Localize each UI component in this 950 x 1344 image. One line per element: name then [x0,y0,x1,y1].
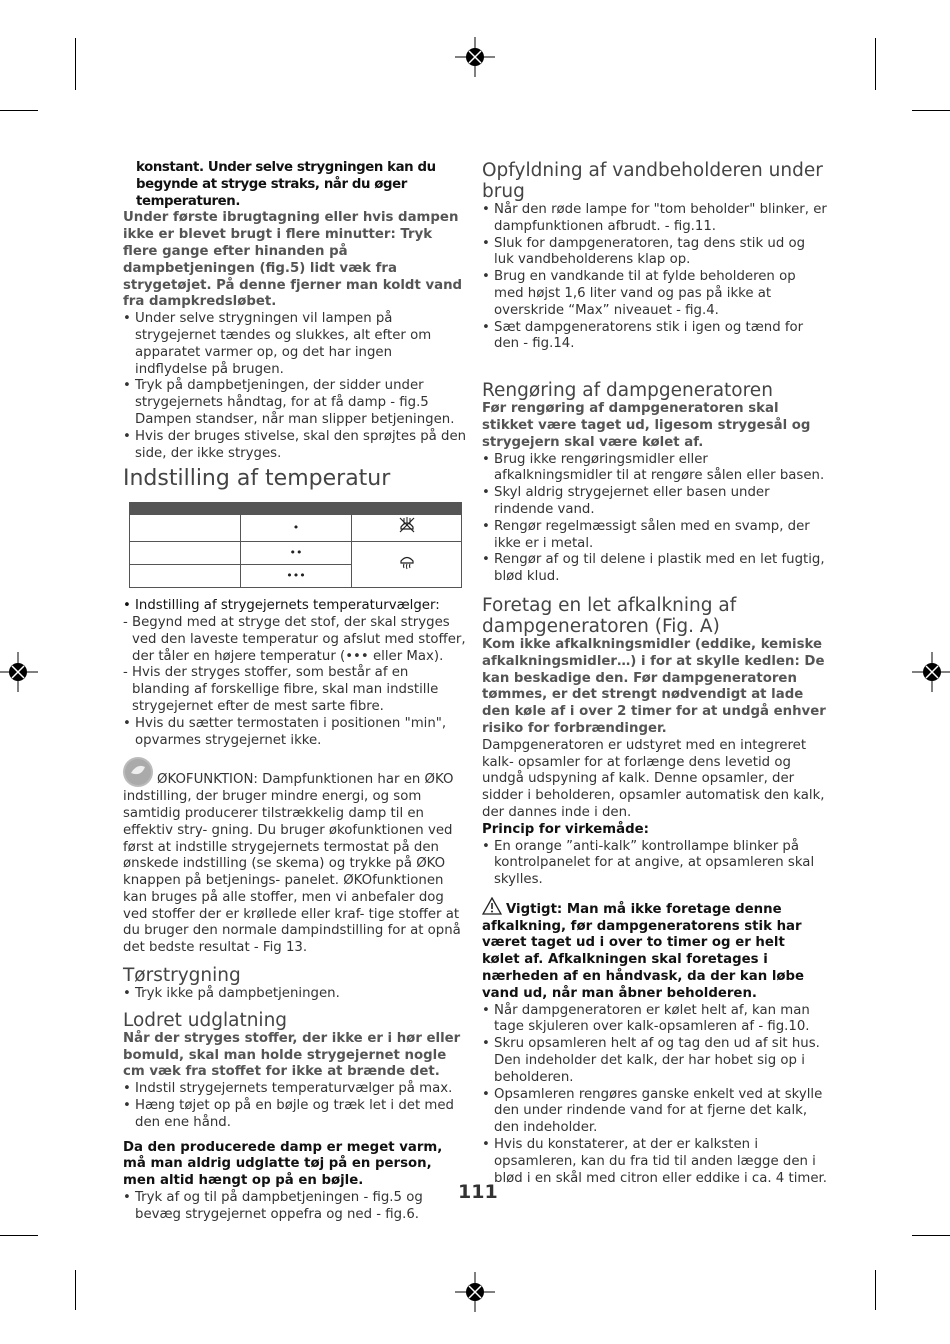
usage-bullets [123,311,468,462]
crop-mark [912,110,950,111]
list-item: • Hvis du sætter termostaten i positionen "min", opvarmes strygejernet ikke. [123,716,468,750]
eco-paragraph [123,757,468,957]
list-item: - Begynd med at stryge det stof, der skal stryges ved den laveste temperatur og afslut med stoffer, der tåler en højere temperatur (••• eller Max). [123,615,468,665]
table-cell [130,542,241,565]
registration-mark-icon [0,652,38,692]
list-item: • Skru opsamleren helt af og tag den ud af sit hus. Den indeholder det kalk, der har hobet sig op i beholderen. [482,1036,827,1086]
list-item: • Hæng tøjet op på en bøjle og træk let i det med den ene hånd. [123,1098,468,1132]
dry-ironing-heading: Tørstrygning [123,965,241,987]
list-item: • Skyl aldrig strygejernet eller basen under rindende vand. [482,485,827,519]
thermostat-list [123,716,468,750]
dot-cell: •• [241,542,352,565]
refill-heading: Opfyldning af vandbeholderen under brug [482,160,823,202]
descaling-heading: Foretag en let afkalkning af dampgeneratoren (Fig. A) [482,594,737,637]
dry-ironing-list [123,986,468,1003]
table-cell [352,515,462,542]
list-item: • Rengør af og til delene i plastik med en let fugtig, blød klud. [482,552,827,586]
list-item: • Under selve strygningen vil lampen på strygejernet tændes og slukkes, alt efter om apparatet varmer op, og det har ingen indflydelse på brugen. [123,311,468,378]
list-item: • Indstil strygejernets temperaturvælger på max. [123,1081,468,1098]
descaling-list [482,1003,827,1188]
descaling-bold-paragraph: Kom ikke afkalkningsmidler (eddike, kemiske afkalkningsmidler…) i for at skylle kedlen: De kan beskadige den. Før dampgeneratoren tømmes, er det strengt nødvendigt at lade den køle af i over 2 timer for at undgå enhver risiko for forbrændinger. [482,636,826,736]
list-item: • Når dampgeneratoren er kølet helt af, kan man tage skjuleren over kalk-opsamleren af - fig.10. [482,1003,827,1037]
registration-mark-icon [455,1272,495,1312]
principle-label: Princip for virkemåde: [482,821,649,837]
eco-icon [123,757,153,787]
crop-mark [912,1235,950,1236]
intro-continuation: konstant. Under selve strygningen kan du begynde at stryge straks, når du øger temperaturen. [136,160,436,209]
crop-mark [0,110,38,111]
list-item: - Hvis der stryges stoffer, som består af en blanding af forskellige fibre, skal man indstille strygejernet efter de mest sarte fibre. [123,665,468,715]
cleaning-heading: Rengøring af dampgeneratoren [482,380,773,402]
eco-text: ØKOFUNKTION: Dampfunktionen har en ØKO indstilling, der bruger mindre energi, og som samtidig producerer tilstrækkelig damp til en effektiv stry- gning. Du bruger økofunktionen ved først at indstille strygejernets termostat på den ønskede indstilling (se skema) og trykke på ØKO knappen på betjenings- panelet. ØKOfunktionen kan bruges på alle stoffer, men vi anbefaler dog ved stoffer der er krøllede eller kraf- tige stoffer at du bruger den normale dampindstilling for at opnå det bedste resultat - Fig 13. [123,772,461,956]
list-item: • Rengør regelmæssigt sålen med en svamp, der ikke er i metal. [482,519,827,553]
page-number: 111 [458,1181,498,1203]
list-item: • Sæt dampgeneratorens stik i igen og tænd for den - fig.14. [482,320,827,354]
refill-list [482,202,827,353]
warning-icon [482,897,502,915]
table-cell [130,515,241,542]
list-item: • Tryk på dampbetjeningen, der sidder under strygejernets håndtag, for at få damp - fig.5 Dampen standser, når man slipper betjeningen. [123,378,468,428]
warning-paragraph [482,897,827,1003]
list-item: • Når den røde lampe for "tom beholder" blinker, er dampfunktionen afbrudt. - fig.11. [482,202,827,236]
temperature-dash-list [123,615,468,716]
vertical-warning-paragraph: Da den producerede damp er meget varm, må man aldrig udglatte tøj på en person, men altid hængt op på en bøjle. [123,1139,443,1189]
list-item: • Tryk af og til på dampbetjeningen - fig.5 og bevæg strygejernet oppefra og ned - fig.6. [123,1190,468,1224]
registration-mark-icon [912,652,950,692]
crop-mark [75,1270,76,1310]
list-item: • Indstilling af strygejernets temperaturvælger: [123,598,468,615]
list-item: • En orange ”anti-kalk” kontrollampe blinker på kontrolpanelet for at angive, at opsamleren skal skylles. [482,839,827,889]
dot-cell: • [241,515,352,542]
list-item: • Hvis der bruges stivelse, skal den sprøjtes på den side, der ikke stryges. [123,429,468,463]
registration-mark-icon [455,37,495,77]
list-item: • Brug ikke rengøringsmidler eller afkalkningsmidler til at rengøre sålen eller basen. [482,452,827,486]
crop-mark [875,1270,876,1310]
list-item: • Brug en vandkande til at fylde beholderen op med højst 1,6 liter vand og pas på ikke at overskride “Max” niveauet - fig.4. [482,269,827,319]
crop-mark [875,38,876,90]
vertical-list [123,1081,468,1131]
crop-mark [0,1235,38,1236]
cleaning-list [482,452,827,586]
vertical-bold-paragraph: Når der stryges stoffer, der ikke er i hør eller bomuld, skal man holde strygejernet nogle cm væk fra stoffet for ikke at brænde det. [123,1030,461,1080]
no-steam-icon [397,515,417,535]
warning-text: Vigtigt: Man må ikke foretage denne afkalkning, før dampgeneratorens stik har været taget ud i over to timer og er helt kølet af. Afkalkningen skal foretages i nærheden af en håndvask, da der kan løbe vand ud, når man åbner beholderen. [482,901,805,1001]
right-column [482,160,827,1187]
cleaning-bold-paragraph: Før rengøring af dampgeneratoren skal stikket være taget ud, ligesom strygesål og strygejern skal være kølet af. [482,401,811,450]
principle-list [482,839,827,889]
crop-mark [75,38,76,90]
temperature-table [129,502,462,588]
vertical-steaming-heading: Lodret udglatning [123,1009,288,1031]
vertical-list-2 [123,1190,468,1224]
temperature-setting-list [123,598,468,615]
descaling-paragraph: Dampgeneratoren er udstyret med en integreret kalk- opsamler for at forlænge dens levetid og undgå udspyning af kalk. Denne opsamler, der sidder i beholderen, opsamler automatisk den kalk, der dannes inde i den. [482,737,825,820]
steam-icon [397,552,417,572]
list-item: • Sluk for dampgeneratoren, tag dens stik ud og luk vandbeholderens klap op. [482,236,827,270]
left-column [123,160,468,1224]
dot-cell: ••• [241,565,352,588]
table-cell [352,542,462,588]
temperature-heading: Indstilling af temperatur [123,466,391,492]
list-item: • Hvis du konstaterer, at der er kalksten i opsamleren, kan du fra tid til anden lægge den i blød i en skål med citron eller eddike i ca. 4 timer. [482,1137,827,1187]
list-item: • Opsamleren rengøres ganske enkelt ved at skylle den under rindende vand for at fjerne det kalk, den indeholder. [482,1087,827,1137]
table-cell [130,565,241,588]
intro-bold-paragraph: Under første ibrugtagning eller hvis dampen ikke er blevet brugt i flere minutter: Tryk flere gange efter hinanden på dampbetjeningen (fig.5) lidt væk fra strygetøjet. På denne fjerner man koldt vand fra dampkredsløbet. [123,210,463,310]
list-item: • Tryk ikke på dampbetjeningen. [123,986,468,1003]
